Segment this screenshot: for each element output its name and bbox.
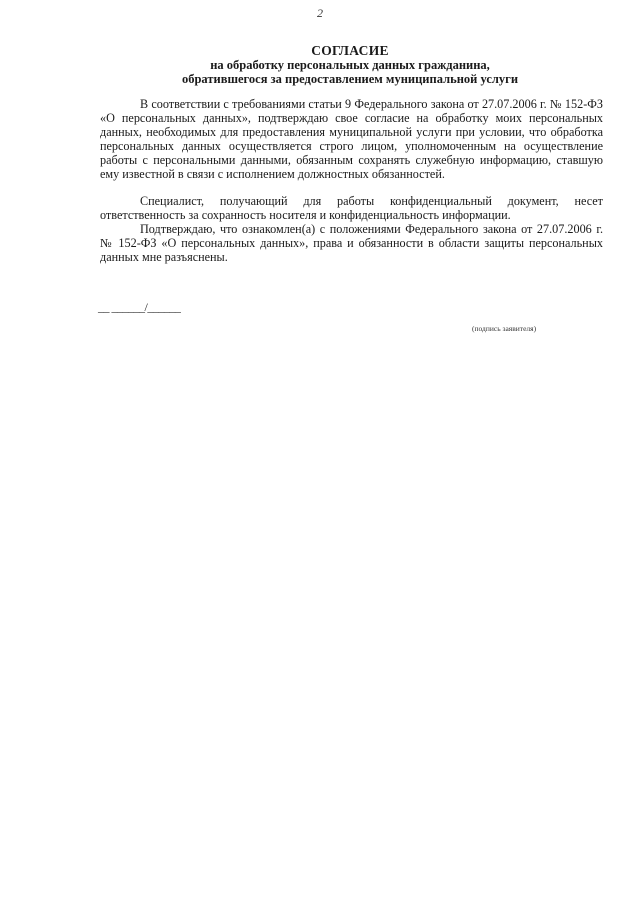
page-number: 2 [317,6,323,20]
document-header [120,44,580,86]
consent-paragraph: В соответствии с требованиями статьи 9 Федерального закона от 27.07.2006 г. № 152-ФЗ «О персональных данных», подтверждаю свое согласие на обработку моих персональных данных, необходимых для предоставления муниципальной услуги при условии, что обработка персональных данных осуществляется строго лицом, уполномоченным на осуществление работы с персональными данными, обязанным сохранять служебную информацию, ставшую ему известной в связи с исполнением должностных обязанностей. [100,97,603,182]
acknowledgement-paragraph: Подтверждаю, что ознакомлен(а) с положениями Федерального закона от 27.07.2006 г. № 152-ФЗ «О персональных данных», права и обязанности в области защиты персональных данных мне разъяснены. [100,221,603,264]
document-subtitle-line-2: обратившегося за предоставлением муниципальной услуги [181,72,519,86]
specialist-responsibility-paragraph: Специалист, получающий для работы конфиденциальный документ, несет ответственность за сохранность носителя и конфиденциальность информации. [100,193,603,222]
signature-caption: (подпись заявителя) [472,324,537,333]
document-subtitle-line-1: на обработку персональных данных гражданина, [210,58,490,72]
document-title: СОГЛАСИЕ [311,43,389,58]
signature-line: __ ______/______ [98,300,181,314]
document-body [100,97,603,264]
